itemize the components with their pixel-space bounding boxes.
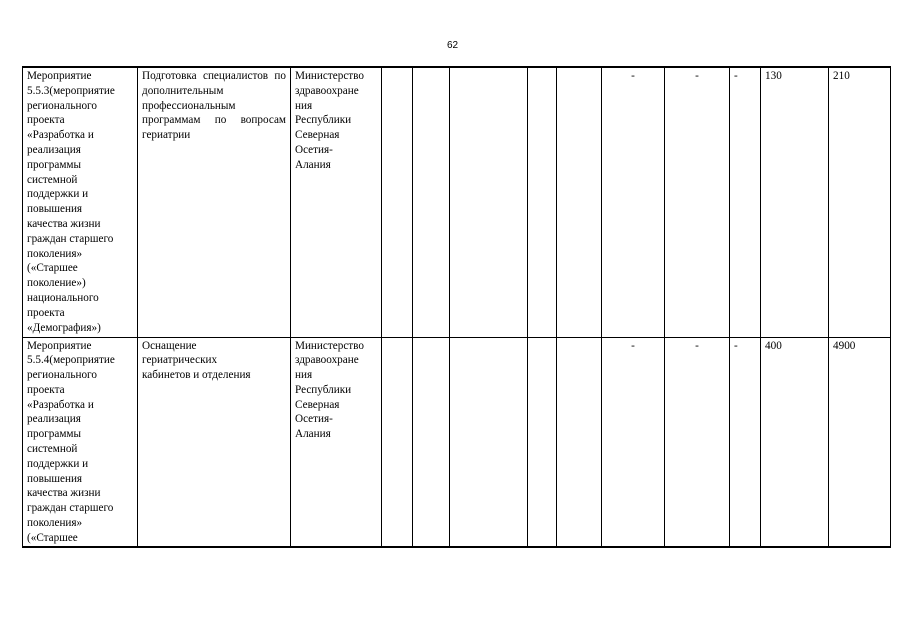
value-cell	[557, 337, 602, 547]
value-cell	[382, 337, 413, 547]
value-cell	[382, 67, 413, 337]
value-cell: -	[602, 67, 665, 337]
value-cell	[557, 67, 602, 337]
value-cell	[413, 337, 450, 547]
value-cell: -	[665, 337, 730, 547]
table-row	[23, 67, 891, 337]
executor-cell: Министерство здравоохране ния Республики Северная Осетия- Алания	[291, 337, 382, 547]
value-cell: -	[730, 67, 761, 337]
value-cell	[413, 67, 450, 337]
description-cell: Оснащение гериатрических кабинетов и отделения	[138, 337, 291, 547]
value-cell	[450, 337, 528, 547]
value-cell: 4900	[829, 337, 891, 547]
table-row	[23, 337, 891, 547]
description-cell: Подготовка специалистов по дополнительным профессиональным программам по вопросам гериатрии	[138, 67, 291, 337]
value-cell: -	[665, 67, 730, 337]
value-cell	[528, 337, 557, 547]
value-cell	[528, 67, 557, 337]
page-number: 62	[446, 40, 459, 51]
value-cell: 210	[829, 67, 891, 337]
value-cell	[450, 67, 528, 337]
value-cell: 400	[761, 337, 829, 547]
executor-cell: Министерство здравоохране ния Республики Северная Осетия- Алания	[291, 67, 382, 337]
event-cell: Мероприятие 5.5.3(мероприятие регионального проекта «Разработка и реализация программы системной поддержки и повышения качества жизни граждан старшего поколения» («Старшее поколение») национального проекта «Демография»)	[23, 67, 138, 337]
event-cell: Мероприятие 5.5.4(мероприятие регионального проекта «Разработка и реализация программы системной поддержки и повышения качества жизни граждан старшего поколения» («Старшее	[23, 337, 138, 547]
value-cell: -	[602, 337, 665, 547]
value-cell: 130	[761, 67, 829, 337]
program-table	[22, 66, 891, 548]
value-cell: -	[730, 337, 761, 547]
